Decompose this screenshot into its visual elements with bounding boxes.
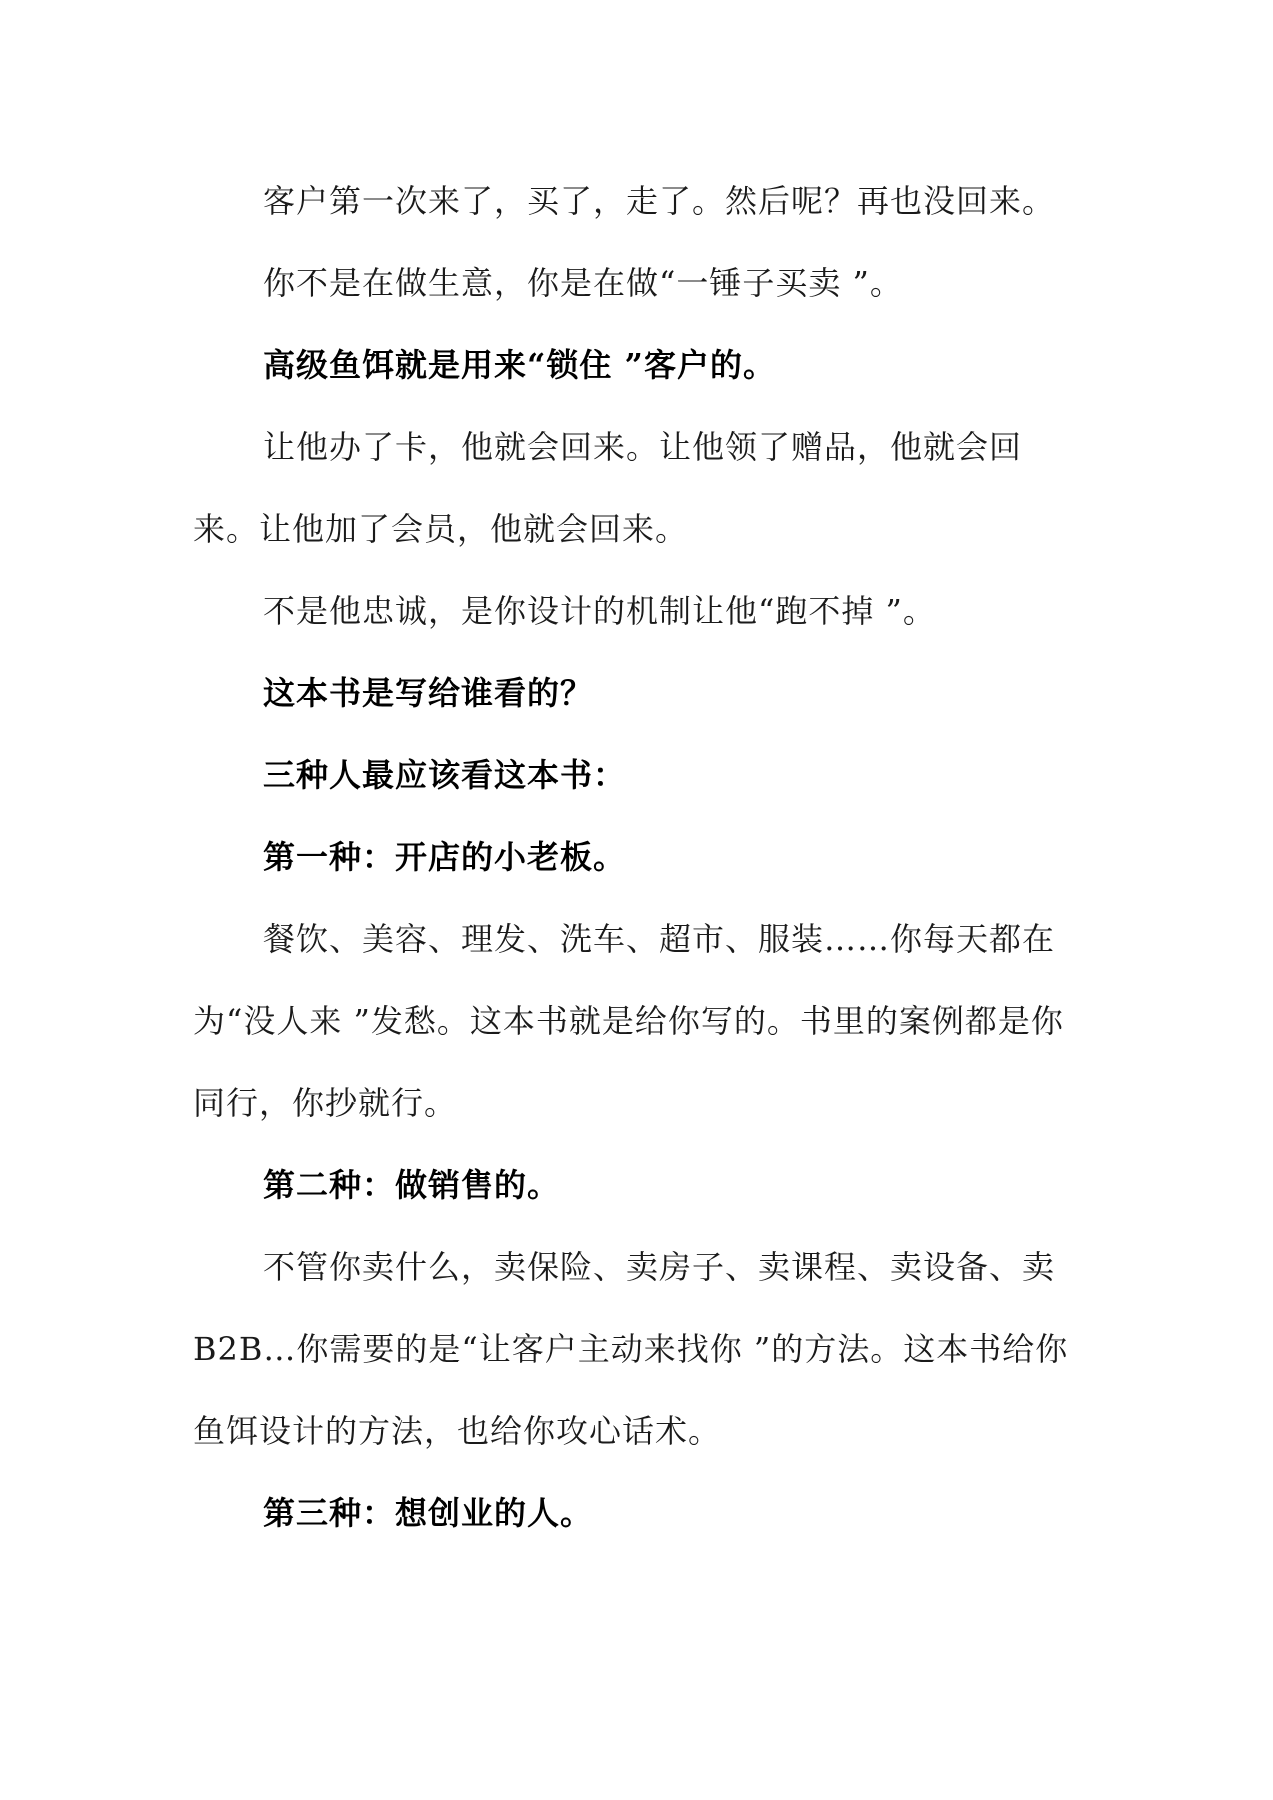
paragraph-4: 不是他忠诚，是你设计的机制让他“跑不掉 ”。 — [263, 592, 936, 630]
paragraph-2: 你不是在做生意，你是在做“一锤子买卖 ”。 — [263, 264, 903, 302]
heading-three-types: 三种人最应该看这本书： — [263, 756, 627, 794]
heading-type-three: 第三种：想创业的人。 — [263, 1494, 594, 1532]
body-text — [193, 160, 1083, 1554]
heading-type-two: 第二种：做销售的。 — [263, 1166, 561, 1204]
paragraph-5: 餐饮、美容、理发、洗车、超市、服装……你每天都在为“没人来 ”发愁。这本书就是给你写的。书里的案例都是你同行，你抄就行。 — [193, 920, 1064, 1122]
paragraph-1: 客户第一次来了，买了，走了。然后呢？再也没回来。 — [263, 182, 1056, 220]
heading-lock-customers: 高级鱼饵就是用来“锁住 ”客户的。 — [263, 346, 776, 384]
paragraph-3: 让他办了卡，他就会回来。让他领了赠品，他就会回来。让他加了会员，他就会回来。 — [193, 428, 1023, 548]
heading-type-one: 第一种：开店的小老板。 — [263, 838, 627, 876]
paragraph-6: 不管你卖什么，卖保险、卖房子、卖课程、卖设备、卖B2B…你需要的是“让客户主动来找你 ”的方法。这本书给你鱼饵设计的方法，也给你攻心话术。 — [193, 1248, 1069, 1450]
heading-who-should-read: 这本书是写给谁看的？ — [263, 674, 594, 712]
